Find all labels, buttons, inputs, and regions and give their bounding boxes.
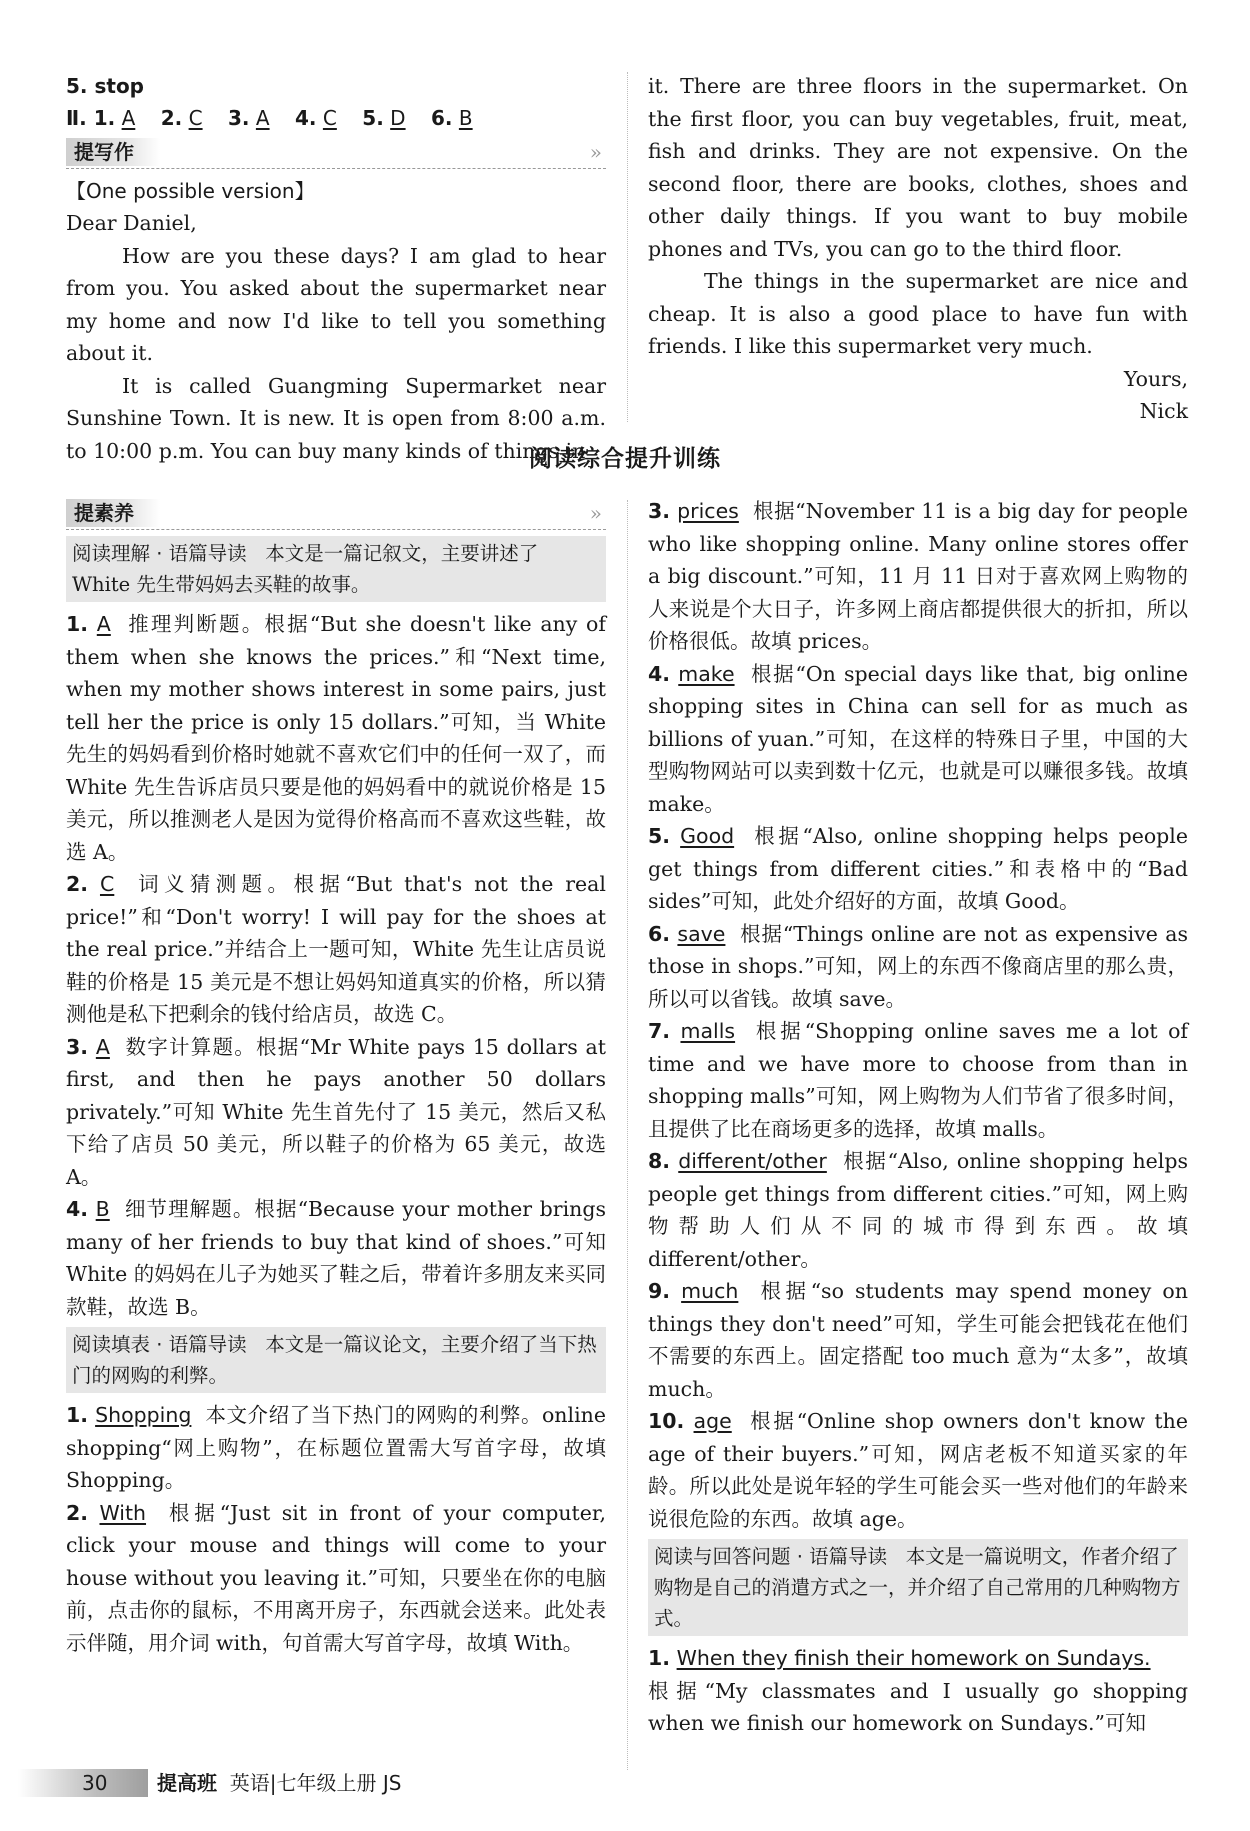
item-number: 9. xyxy=(648,1279,671,1303)
answer-item xyxy=(66,1497,606,1660)
item-answer: age xyxy=(693,1409,732,1433)
column-divider-top xyxy=(627,72,628,422)
item-number: 1. xyxy=(66,612,89,636)
item-answer: B xyxy=(95,1197,110,1221)
letter-paragraph-3: The things in the supermarket are nice and cheap. It is also a good place to have fun with friends. I like this supermarket very much. xyxy=(648,269,1188,358)
letter-closing: Yours, xyxy=(1123,366,1188,391)
guide-text: 本文是一篇说明文，作者介绍了购物是自己的消遣方式之一，并介绍了自己常用的几种购物方式。 xyxy=(654,1545,1181,1630)
answer-item xyxy=(648,1405,1188,1535)
footer-subject: 英语|七年级上册 JS xyxy=(229,1771,402,1795)
letter-paragraph-1: How are you these days? I am glad to hear from you. You asked about the supermarket near my home and now I'd like to tell you something about it. xyxy=(66,243,606,365)
letter-paragraph-2-continued: it. There are three floors in the supermarket. On the first floor, you can buy vegetables, fruit, meat, fish and drinks. They are not expensive. On the second floor, there are books, clothes, shoes and other daily things. If you want to buy mobile phones and TVs, you can go to the third floor. xyxy=(648,74,1188,261)
section-title: 阅读综合提升训练 xyxy=(529,446,721,472)
item-explanation: 细节理解题。根据“Because your mother brings many of her friends to buy that kind of shoes.”可知 White 的妈妈在儿子为她买了鞋之后，带着许多朋友来买同款鞋，故选 B。 xyxy=(66,1197,606,1319)
item-answer: Good xyxy=(680,824,735,848)
item-number: 4. xyxy=(648,661,671,686)
guide-text: 本文是一篇记叙文，主要讲述了 White 先生带妈妈去买鞋的故事。 xyxy=(72,542,539,596)
chevron-right-icon: » xyxy=(589,140,602,164)
answer-item xyxy=(66,1193,606,1323)
item-explanation: 推理判断题。根据“But she doesn't like any of them when she knows the prices.”和“Next time, when my mother shows interest in some pairs, just tell her the price is only 15 dollars.”可知，当 White 先生的妈妈看到价格时她就不喜欢它们中的任何一双了，而 White 先生告诉店员只要是他的妈妈看中的就说价格是 15 美元，所以推测老人是因为觉得价格高而不喜欢这些鞋，故选 A。 xyxy=(66,612,606,864)
literacy-section-label: 提素养 xyxy=(66,499,160,527)
answer-item-explanation: 根据“My classmates and I usually go shopping when we finish our homework on Sundays.”可知 xyxy=(648,1678,1188,1735)
item-number: 1. xyxy=(648,1646,671,1670)
item-number: 10. xyxy=(648,1409,685,1433)
item-explanation: 根据“On special days like that, big online shopping sites in China can sell for as much as billions of yuan.”可知，在这样的特殊日子里，中国的大型购物网站可以卖到数十亿元，也就是可以赚很多钱。故填 make。 xyxy=(648,661,1188,816)
item-number: 8. xyxy=(648,1149,671,1173)
item-answer: A xyxy=(95,1034,110,1059)
item-number: 7. xyxy=(648,1019,671,1043)
item-explanation: 根据“Things online are not as expensive as those in shops.”可知，网上的东西不像商店里的那么贵，所以可以省钱。故填 save。 xyxy=(648,921,1188,1011)
top-right-column xyxy=(648,70,1188,428)
item-answer: A xyxy=(96,612,111,636)
item-answer: make xyxy=(678,661,735,686)
letter-salutation: Dear Daniel, xyxy=(66,211,197,235)
item-number: 5. xyxy=(648,824,671,848)
item-answer: different/other xyxy=(678,1149,827,1173)
item-number: 3. xyxy=(648,499,671,523)
reading-guide-box-1 xyxy=(66,536,606,602)
footer-book-info xyxy=(157,1769,401,1797)
item-explanation: 词义猜测题。根据“But that's not the real price!”和“Don't worry! I will pay for the shoes at the real price.”并结合上一题可知，White 先生让店员说鞋的价格是 15 美元是不想让妈妈知道真实的价格，所以猜测他是私下把剩余的钱付给店员，故选 C。 xyxy=(66,872,606,1026)
item-answer: much xyxy=(681,1279,739,1303)
chevron-right-icon: » xyxy=(589,501,602,525)
answer-item xyxy=(648,1015,1188,1145)
item-answer: Shopping xyxy=(95,1403,192,1427)
guide-heading: 阅读填表 · 语篇导读 xyxy=(72,1333,247,1356)
item-explanation: 根据“so students may spend money on things they don't need”可知，学生可能会把钱花在他们不需要的东西上。固定搭配 too much 意为“太多”，故填 much。 xyxy=(648,1279,1188,1401)
answer-item-5: 5. stop xyxy=(66,74,144,98)
item-explanation: 根据“November 11 is a big day for people who like shopping online. Many online stores offer a big discount.”可知，11 月 11 日对于喜欢网上购物的人来说是个大日子，许多网上商店都提供很大的折扣，所以价格很低。故填 prices。 xyxy=(648,499,1188,653)
item-explanation: 数字计算题。根据“Mr White pays 15 dollars at first, and then he pays another 50 dollars privately.”可知 White 先生首先付了 15 美元，然后又私下给了店员 50 美元，所以鞋子的价格为 65 美元，故选 A。 xyxy=(66,1034,606,1189)
item-number: 2. xyxy=(66,872,89,896)
bottom-left-column xyxy=(66,495,606,1659)
item-explanation: 根据“Also, online shopping helps people get things from different cities.”可知，网上购物帮助人们从不同的城市得到东西。故填 different/other。 xyxy=(648,1149,1188,1271)
page-footer xyxy=(0,1765,1250,1815)
item-number: 4. xyxy=(66,1197,89,1221)
bottom-right-column xyxy=(648,495,1188,1740)
item-explanation: 根据“Shopping online saves me a lot of time and we have more to choose from than in shopping malls”可知，网上购物为人们节省了很多时间，且提供了比在商场更多的选择，故填 malls。 xyxy=(648,1019,1188,1141)
answer-item xyxy=(66,1031,606,1194)
answer-item xyxy=(648,1642,1188,1675)
mc-answer-row: Ⅱ. 1. A 2. C 3. A 4. C 5. D 6. B xyxy=(66,106,473,130)
guide-heading: 阅读与回答问题 · 语篇导读 xyxy=(654,1545,888,1568)
item-number: 3. xyxy=(66,1034,89,1059)
item-answer: When they finish their homework on Sundays. xyxy=(676,1646,1151,1670)
item-explanation: 根据“Online shop owners don't know the age of their buyers.”可知，网店老板不知道买家的年龄。所以此处是说年轻的学生可能会买一些对他们的年龄来说很危险的东西。故填 age。 xyxy=(648,1409,1188,1531)
answer-item xyxy=(66,608,606,868)
letter-paragraph-2: It is called Guangming Supermarket near Sunshine Town. It is new. It is open from 8:00 a.m. to 10:00 p.m. You can buy many kinds of things in xyxy=(66,373,606,463)
item-explanation: 根据“Also, online shopping helps people get things from different cities.”和表格中的“Bad sides”可知，此处介绍好的方面，故填 Good。 xyxy=(648,824,1188,913)
letter-signature: Nick xyxy=(1139,399,1188,423)
answer-item xyxy=(648,658,1188,821)
item-answer: malls xyxy=(680,1019,736,1043)
writing-section-header xyxy=(66,138,606,169)
writing-section-label: 提写作 xyxy=(66,138,160,166)
answer-item xyxy=(648,918,1188,1016)
item-answer: C xyxy=(99,872,115,896)
item-answer: With xyxy=(99,1500,147,1525)
guide-text: 本文是一篇议论文，主要介绍了当下热门的网购的利弊。 xyxy=(72,1333,597,1387)
item-number: 6. xyxy=(648,921,671,946)
item-answer: save xyxy=(677,921,726,946)
page-number: 30 xyxy=(82,1771,108,1795)
literacy-section-header xyxy=(66,499,606,530)
answer-item xyxy=(648,820,1188,918)
item-number: 2. xyxy=(66,1500,89,1525)
column-divider-bottom xyxy=(627,500,628,1770)
guide-heading: 阅读理解 · 语篇导读 xyxy=(72,542,247,565)
item-answer: prices xyxy=(677,499,739,523)
item-number: 1. xyxy=(66,1403,89,1427)
reading-guide-box-2 xyxy=(66,1327,606,1393)
answer-item xyxy=(648,1275,1188,1405)
answer-item xyxy=(66,1399,606,1497)
footer-brand: 提高班 xyxy=(157,1771,217,1795)
answer-item xyxy=(648,1145,1188,1275)
top-left-column xyxy=(66,70,606,467)
reading-guide-box-3 xyxy=(648,1539,1188,1636)
version-label: 【One possible version】 xyxy=(66,179,315,203)
answer-item xyxy=(66,868,606,1031)
answer-item xyxy=(648,495,1188,658)
item-explanation: 根据“Just sit in front of your computer, click your mouse and things will come to your house without you leaving it.”可知，只要坐在你的电脑前，点击你的鼠标，不用离开房子，东西就会送来。此处表示伴随，用介词 with，句首需大写首字母，故填 With。 xyxy=(66,1500,606,1655)
item-explanation: 本文介绍了当下热门的网购的利弊。online shopping“网上购物”，在标题位置需大写首字母，故填 Shopping。 xyxy=(66,1403,606,1492)
